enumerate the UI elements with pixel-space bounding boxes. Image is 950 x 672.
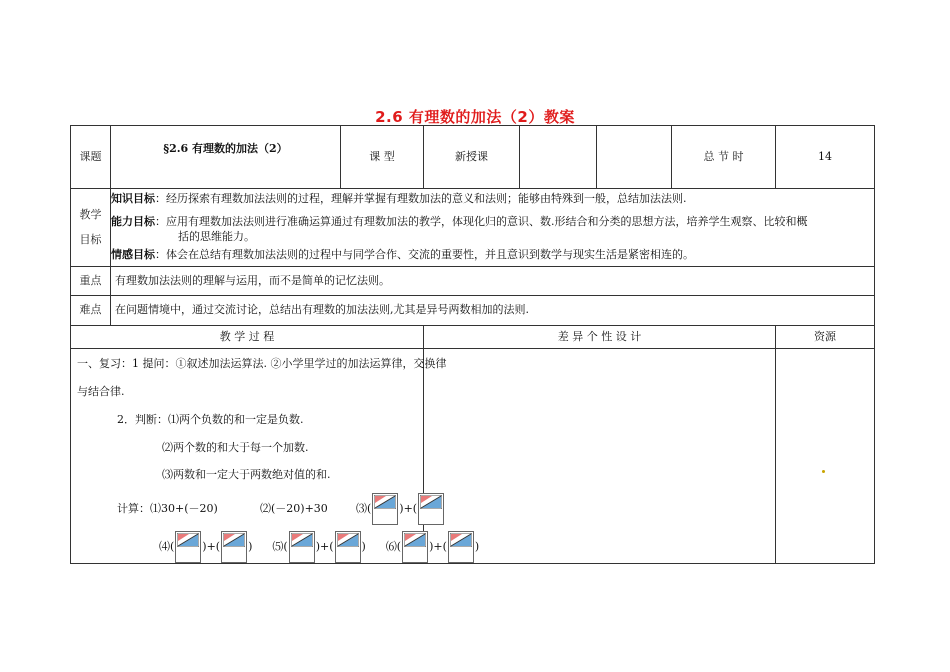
blank-cell-2 [597, 126, 672, 189]
knowledge-title: 知识目标 [111, 191, 155, 205]
process-content [71, 349, 480, 564]
topic-label: 课题 [71, 126, 111, 189]
key-point-label: 重点 [71, 267, 111, 296]
calc-5-pre: ⑸( [272, 539, 288, 553]
key-point-row [71, 267, 875, 296]
review-line: 一、复习：1 提问：①叙述加法运算法. ②小学里学过的加法运算律，交换律 [77, 357, 447, 370]
emotion-title: 情感目标 [111, 248, 155, 262]
process-row [71, 349, 875, 564]
calc-6-mid: )+( [429, 539, 447, 553]
fraction-image-icon [402, 531, 428, 563]
ability-title: 能力目标 [111, 214, 155, 228]
decorative-dot [822, 470, 825, 473]
blank-cell-1 [520, 126, 597, 189]
topic-value: §2.6 有理数的加法（2） [111, 126, 341, 189]
objectives-label [71, 189, 111, 267]
ability-objective [111, 215, 874, 245]
lesson-plan-table [70, 125, 875, 564]
fraction-image-icon [335, 531, 361, 563]
ability-text-2: 括的思维能力。 [178, 229, 255, 243]
fraction-image-icon [418, 493, 444, 525]
calc-6-pre: ⑹( [385, 539, 402, 553]
objectives-row [71, 189, 875, 267]
calc-4-pre: ⑷( [159, 539, 175, 553]
type-label: 课 型 [341, 126, 424, 189]
calc-2: ⑵(－20)+30 [260, 501, 328, 515]
review-line-2: 与结合律. [77, 384, 125, 398]
calc-label: 计算： [117, 501, 150, 515]
calc-line [77, 493, 417, 525]
calc-3-pre: ⑶( [356, 501, 372, 515]
judge-line: 2．判断：⑴两个负数的和一定是负数. [117, 412, 304, 426]
page-title: 2.6 有理数的加法（2）教案 [375, 108, 575, 126]
header-row [71, 126, 875, 189]
calc-6-close: ) [474, 539, 480, 553]
difficult-point-text: 在问题情境中，通过交流讨论，总结出有理数的加法法则,尤其是异号两数相加的法则. [111, 296, 875, 326]
emotion-objective [111, 248, 874, 263]
fraction-image-icon [289, 531, 315, 563]
period-label: 总 节 时 [672, 126, 776, 189]
process-header-row [71, 326, 875, 349]
calc-4-mid: )+( [202, 539, 221, 553]
type-value: 新授课 [424, 126, 520, 189]
knowledge-text: ：经历探索有理数加法法则的过程，理解并掌握有理数加法的意义和法则；能够由特殊到一般，总结加法法则. [155, 191, 687, 205]
resource-content [776, 349, 875, 564]
calc-3-mid: )+( [399, 501, 418, 515]
fraction-image-icon [372, 493, 398, 525]
objectives-content [111, 189, 875, 267]
emotion-text: ：体会在总结有理数加法法则的过程中与同学合作、交流的重要性，并且意识到数学与现实生活是紧密相连的。 [155, 248, 694, 262]
resource-header: 资源 [776, 326, 875, 349]
process-header: 教 学 过 程 [71, 326, 424, 349]
fraction-image-icon [448, 531, 474, 563]
ability-text: ：应用有理数加法法则进行准确运算通过有理数加法的教学，体现化归的意识、数.形结合和分类的思想方法，培养学生观察、比较和概 [155, 214, 808, 228]
calc-line-2 [77, 531, 480, 563]
key-point-text: 有理数加法法则的理解与运用，而不是简单的记忆法则。 [111, 267, 875, 296]
fraction-image-icon [175, 531, 201, 563]
calc-4-close: ) [248, 539, 253, 553]
objectives-label-1: 教学 [79, 208, 102, 222]
judge-line-2: ⑵两个数的和大于每一个加数. [162, 440, 309, 454]
design-header: 差 异 个 性 设 计 [424, 326, 776, 349]
difficult-point-label: 难点 [71, 296, 111, 326]
difficult-point-row [71, 296, 875, 326]
calc-5-close: ) [361, 539, 366, 553]
period-value: 14 [776, 126, 875, 189]
judge-line-3: ⑶两数和一定大于两数绝对值的和. [162, 468, 331, 482]
calc-5-mid: )+( [315, 539, 334, 553]
objectives-label-2: 目标 [79, 232, 102, 246]
knowledge-objective [111, 192, 874, 207]
calc-1: ⑴30+(－20) [150, 501, 218, 515]
fraction-image-icon [221, 531, 247, 563]
